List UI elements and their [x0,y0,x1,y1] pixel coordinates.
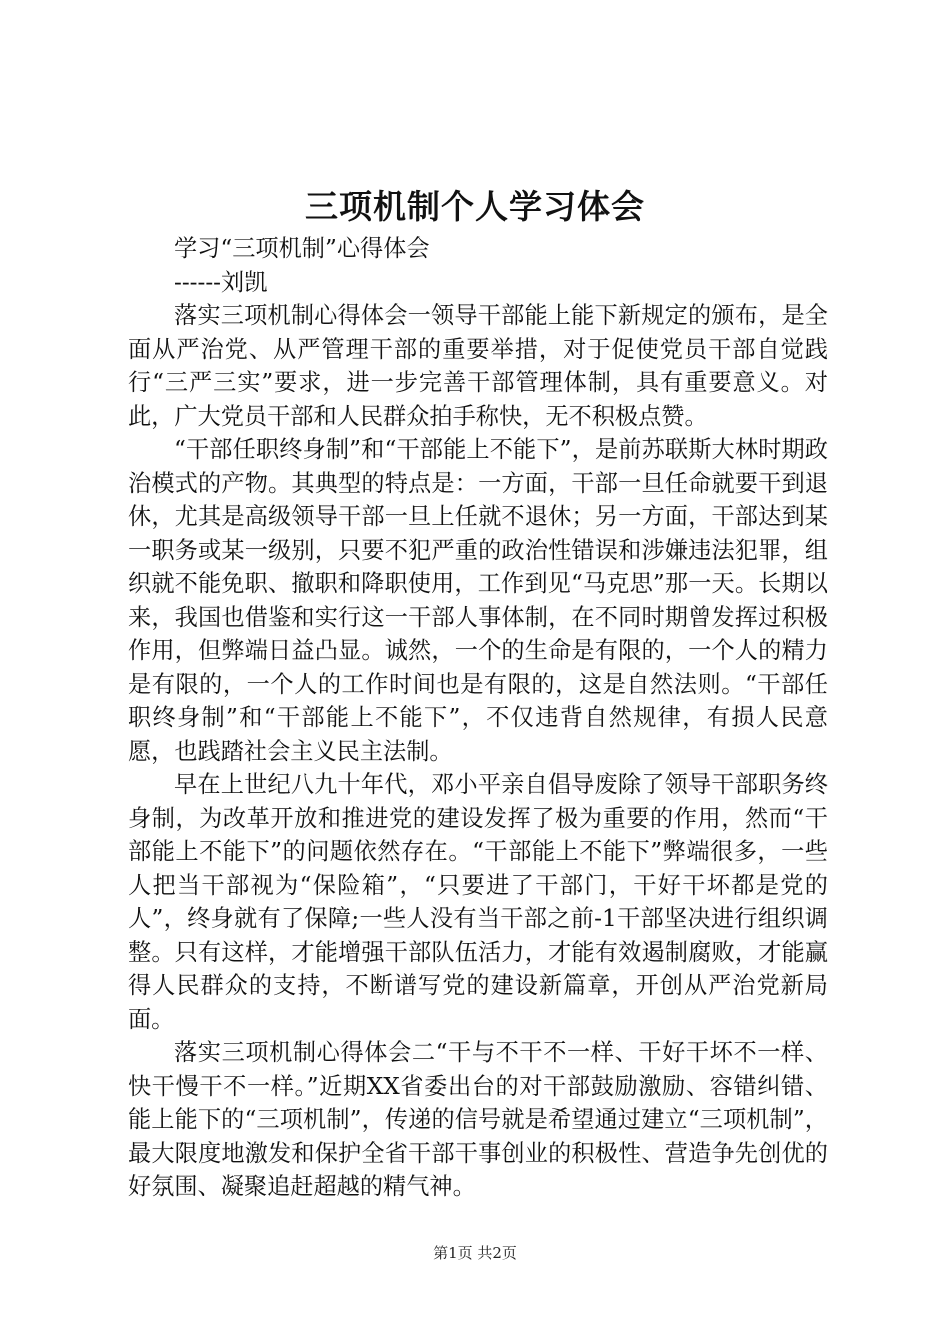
document-title: 三项机制个人学习体会 [305,187,645,226]
page-footer: 第1页 共2页 [433,1244,517,1262]
author-line: ------刘凯 [174,268,268,296]
paragraph: 早在上世纪八九十年代，邓小平亲自倡导废除了领导干部职务终身制，为改革开放和推进党的建设发挥了极为重要的作用，然而“干部能上不能下”的问题依然存在。“干部能上不能下”弊端很多，一些人把当干部视为“保险箱”，“只要进了干部门，干好干坏都是党的人”，终身就有了保障;一些人没有当干部之前-1干部坚决进行组织调整。只有这样，才能增强干部队伍活力，才能有效遏制腐败，才能赢得人民群众的支持，不断谱写党的建设新篇章，开创从严治党新局面。 [128,771,828,1033]
document-subtitle: 学习“三项机制”心得体会 [174,235,430,262]
paragraph: “干部任职终身制”和“干部能上不能下”，是前苏联斯大林时期政治模式的产物。其典型的特点是：一方面，干部一旦任命就要干到退休，尤其是高级领导干部一旦上任就不退休；另一方面，干部达到某一职务或某一级别，只要不犯严重的政治性错误和涉嫌违法犯罪，组织就不能免职、撤职和降职使用，工作到见“马克思”那一天。长期以来，我国也借鉴和实行这一干部人事体制，在不同时期曾发挥过积极作用，但弊端日益凸显。诚然，一个的生命是有限的，一个人的精力是有限的，一个人的工作时间也是有限的，这是自然法则。“干部任职终身制”和“干部能上不能下”，不仅违背自然规律，有损人民意愿，也践踏社会主义民主法制。 [128,436,828,765]
paragraph: 落实三项机制心得体会二“干与不干不一样、干好干坏不一样、快干慢干不一样。”近期XX省委出台的对干部鼓励激励、容错纠错、能上能下的“三项机制”，传递的信号就是希望通过建立“三项机制”，最大限度地激发和保护全省干部干事创业的积极性、营造争先创优的好氛围、凝聚追赶超越的精气神。 [128,1039,828,1200]
document-body [128,232,828,1204]
paragraph: 落实三项机制心得体会一领导干部能上能下新规定的颁布，是全面从严治党、从严管理干部的重要举措，对于促使党员干部自觉践行“三严三实”要求，进一步完善干部管理体制，具有重要意义。对此，广大党员干部和人民群众拍手称快，无不积极点赞。 [128,302,828,430]
